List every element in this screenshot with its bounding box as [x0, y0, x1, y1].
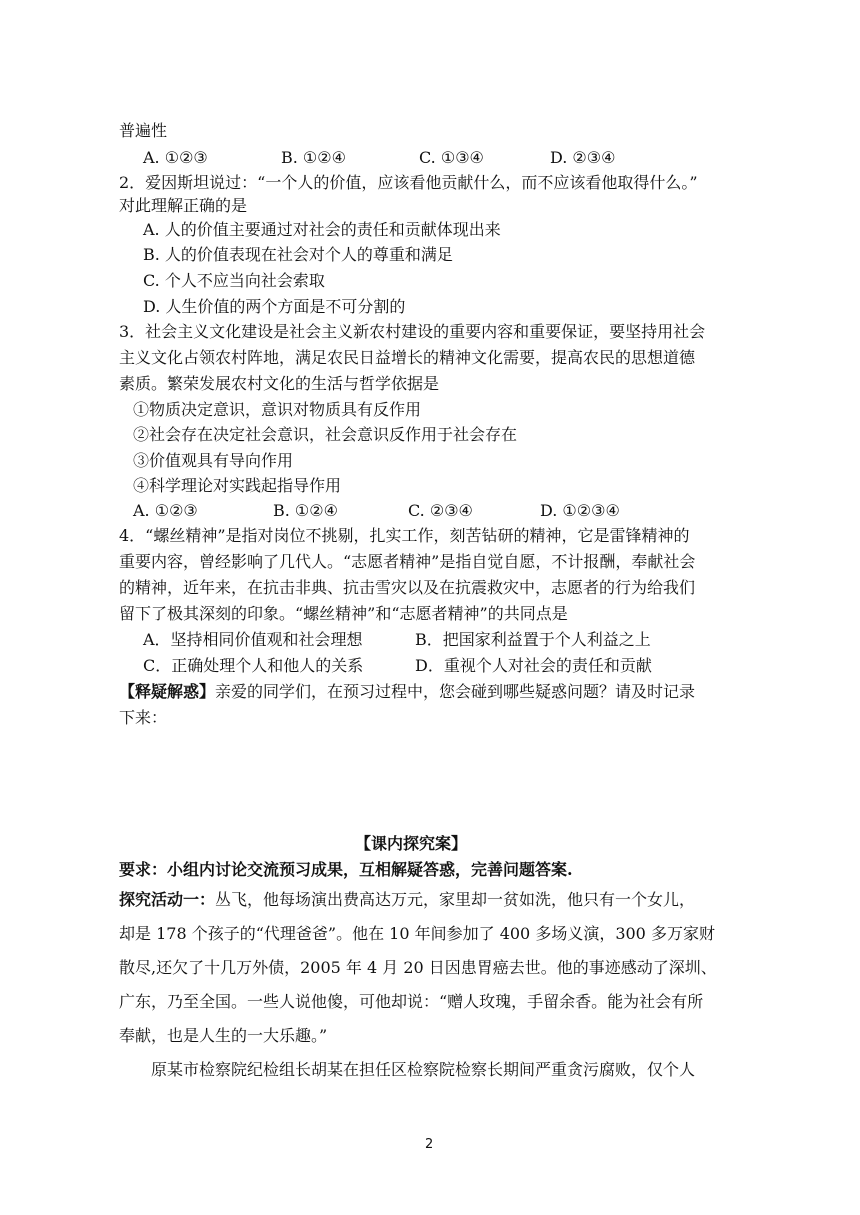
q2-option-b: B. 人的价值表现在社会对个人的尊重和满足	[143, 245, 453, 264]
option-c: C. ①③④	[419, 148, 484, 167]
q4-stem-line-2: 重要内容，曾经影响了几代人。“志愿者精神”是指自觉自愿，不计报酬，奉献社会	[119, 552, 696, 571]
inclass-heading: 【课内探究案】	[355, 834, 468, 853]
q4-stem-line-1: 4．“螺丝精神”是指对岗位不挑剔，扎实工作，刻苦钻研的精神，它是雷锋精神的	[119, 526, 690, 545]
q2-option-c: C. 个人不应当向社会索取	[143, 271, 325, 290]
activity-text: 丛飞，他每场演出费高达万元，家里却一贫如洗，他只有一个女儿，	[215, 890, 696, 909]
q3-option-c: C. ②③④	[408, 501, 473, 520]
q3-item-1: ①物质决定意识，意识对物质具有反作用	[133, 400, 422, 419]
paragraph-2-line-1: 原某市检察院纪检组长胡某在担任区检察院检察长期间严重贪污腐败，仅个人	[151, 1060, 696, 1079]
q3-option-b: B. ①②④	[273, 501, 338, 520]
activity-line-5: 奉献，也是人生的一大乐趣。”	[119, 1026, 328, 1045]
q3-item-3: ③价值观具有导向作用	[133, 451, 294, 470]
activity-label: 探究活动一：	[119, 890, 216, 909]
option-d: D. ②③④	[550, 148, 616, 167]
q4-stem-line-3: 的精神，近年来，在抗击非典、抗击雪灾以及在抗震救灾中，志愿者的行为给我们	[119, 578, 696, 597]
q2-option-a: A. 人的价值主要通过对社会的责任和贡献体现出来	[143, 220, 501, 239]
activity-line-3: 散尽,还欠了十几万外债，2005 年 4 月 20 日因患胃癌去世。他的事迹感动了深圳、	[119, 958, 717, 977]
q4-option-b: B．把国家利益置于个人利益之上	[415, 630, 651, 649]
q4-option-a: A．坚持相同价值观和社会理想	[143, 630, 363, 649]
q4-option-d: D．重视个人对社会的责任和贡献	[415, 656, 652, 675]
option-b: B. ①②④	[281, 148, 346, 167]
doubts-label: 【释疑解惑】	[119, 682, 216, 701]
activity-line-4: 广东，乃至全国。一些人说他傻，可他却说：“赠人玫瑰，手留余香。能为社会有所	[119, 992, 704, 1011]
q3-item-2: ②社会存在决定社会意识，社会意识反作用于社会存在	[133, 425, 518, 444]
q3-stem-line-2: 主义文化占领农村阵地，满足农民日益增长的精神文化需要，提高农民的思想道德	[119, 348, 696, 367]
q3-stem-line-3: 素质。繁荣发展农村文化的生活与哲学依据是	[119, 374, 440, 393]
q3-stem-line-1: 3．社会主义文化建设是社会主义新农村建设的重要内容和重要保证，要坚持用社会	[119, 322, 706, 341]
q3-option-a: A. ①②③	[133, 501, 198, 520]
q3-item-4: ④科学理论对实践起指导作用	[133, 476, 342, 495]
q2-stem-line-1: 2．爱因斯坦说过：“一个人的价值，应该看他贡献什么，而不应该看他取得什么。”	[119, 173, 698, 192]
inclass-requirement: 要求：小组内讨论交流预习成果，互相解疑答惑，完善问题答案.	[119, 860, 573, 879]
option-a: A. ①②③	[143, 148, 208, 167]
q2-option-d: D. 人生价值的两个方面是不可分割的	[143, 297, 406, 316]
page-number: 2	[425, 1137, 434, 1152]
activity-line-2: 却是 178 个孩子的“代理爸爸”。他在 10 年间参加了 400 多场义演，300 多万家财	[119, 924, 715, 943]
doubts-text: 亲爱的同学们，在预习过程中，您会碰到哪些疑惑问题？请及时记录	[215, 682, 696, 701]
q2-stem-line-2: 对此理解正确的是	[119, 196, 248, 215]
q3-option-d: D. ①②③④	[540, 501, 620, 520]
prev-question-tail: 普遍性	[119, 121, 168, 140]
q4-stem-line-4: 留下了极其深刻的印象。“螺丝精神”和“志愿者精神”的共同点是	[119, 604, 568, 623]
q4-option-c: C．正确处理个人和他人的关系	[143, 656, 364, 675]
activity-line-1	[119, 890, 695, 910]
doubts-line-2: 下来：	[119, 708, 168, 727]
doubts-line-1	[119, 682, 695, 702]
